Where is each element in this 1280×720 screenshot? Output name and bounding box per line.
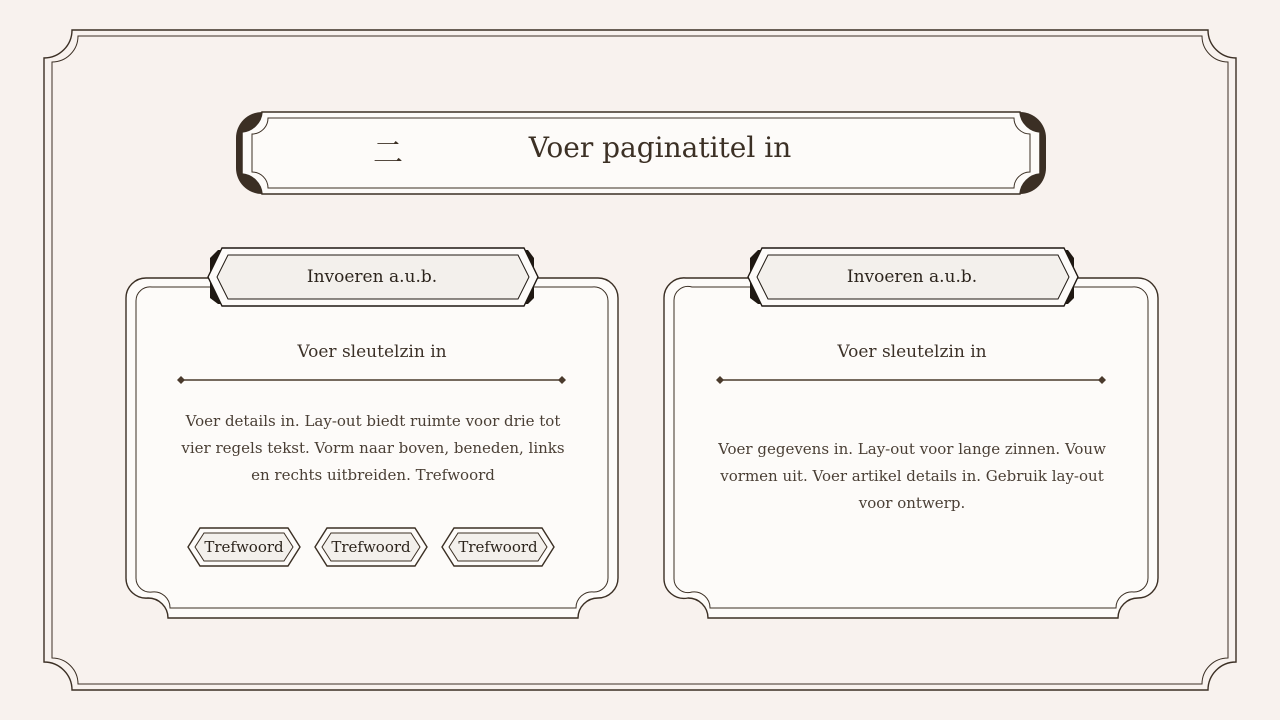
keyword-tag: Trefwoord xyxy=(331,538,411,556)
key-sentence: Voer sleutelzin in xyxy=(837,342,987,362)
card-title: Invoeren a.u.b. xyxy=(306,267,438,287)
keyword-tag: Trefwoord xyxy=(458,538,538,556)
card-details: Voer details in. Lay-out biedt ruimte voor drie tot vier regels tekst. Vorm naar boven, beneden, links en rechts uitbreiden. Trefwoord xyxy=(181,412,565,484)
key-sentence: Voer sleutelzin in xyxy=(297,342,447,362)
page-title: Voer paginatitel in xyxy=(528,131,792,164)
section-number: 二 xyxy=(373,136,403,171)
card-details: Voer gegevens in. Lay-out voor lange zinnen. Vouw vormen uit. Voer artikel details in. Gebruik lay-out voor ontwerp. xyxy=(718,440,1106,512)
card-title: Invoeren a.u.b. xyxy=(846,267,978,287)
keyword-tag: Trefwoord xyxy=(204,538,284,556)
